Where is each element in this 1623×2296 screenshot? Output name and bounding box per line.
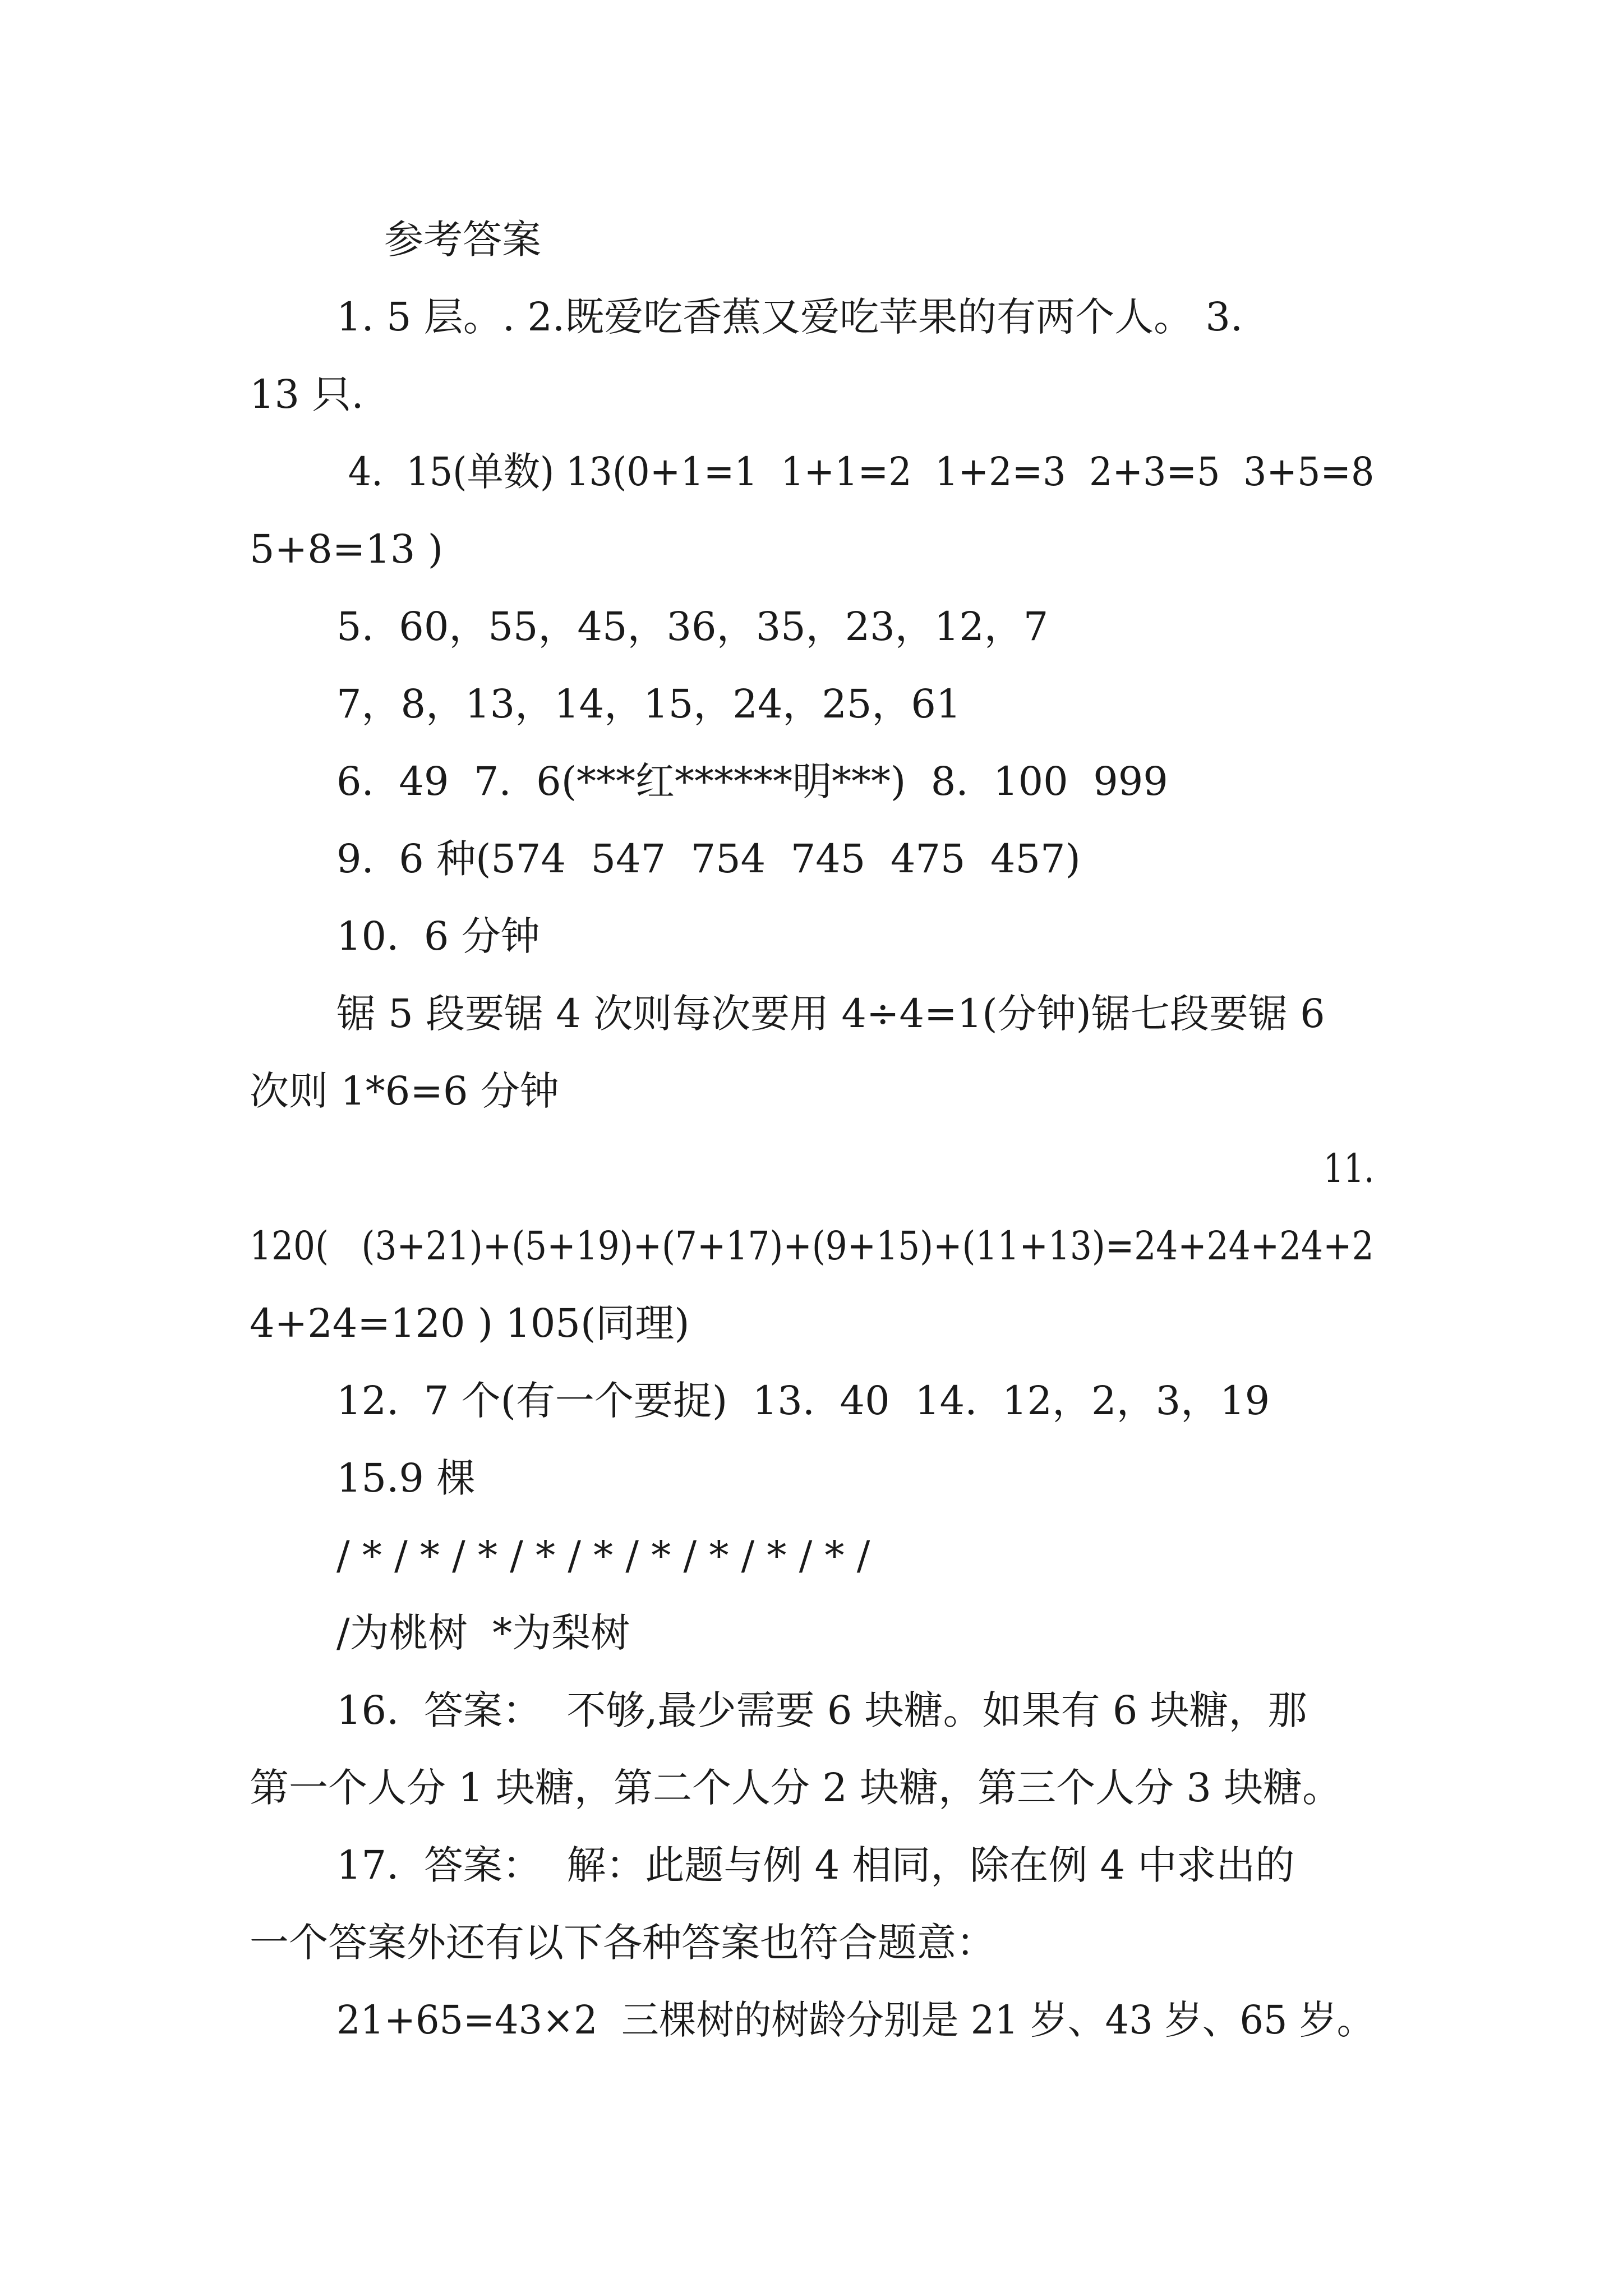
answer-line: 1. 5 层。. 2.既爱吃香蕉又爱吃苹果的有两个人。 3. xyxy=(336,294,1243,340)
answer-line: 16. 答案： 不够,最少需要 6 块糖。如果有 6 块糖，那 xyxy=(336,1687,1307,1733)
answer-line: 锯 5 段要锯 4 次则每次要用 4÷4=1(分钟)锯七段要锯 6 xyxy=(336,991,1325,1037)
answer-line: 次则 1*6=6 分钟 xyxy=(250,1068,559,1114)
answer-line: 7，8，13，14，15，24，25，61 xyxy=(336,681,961,727)
answer-line: 10. 6 分钟 xyxy=(336,913,540,959)
answer-line: 12. 7 个(有一个要捉) 13. 40 14. 12，2，3，19 xyxy=(336,1378,1270,1424)
answer-line: 13 只. xyxy=(250,371,364,417)
answer-line: /为桃树 *为梨树 xyxy=(336,1610,630,1656)
answer-line: 21+65=43×2 三棵树的树龄分别是 21 岁、43 岁、65 岁。 xyxy=(336,1997,1375,2043)
answer-line: 6. 49 7. 6(***红******明***) 8. 100 999 xyxy=(336,758,1168,804)
answer-line: 120( (3+21)+(5+19)+(7+17)+(9+15)+(11+13)=24+24+24+2 xyxy=(250,1223,1374,1269)
answer-line: 15.9 棵 xyxy=(336,1455,476,1501)
document-title: 参考答案 xyxy=(384,217,541,263)
answer-line: 17. 答案： 解：此题与例 4 相同，除在例 4 中求出的 xyxy=(336,1842,1295,1888)
answer-line: 5+8=13 ) xyxy=(250,526,444,572)
answer-line: 5. 60，55，45，36，35，23，12，7 xyxy=(336,604,1049,650)
answer-line: 第一个人分 1 块糖，第二个人分 2 块糖，第三个人分 3 块糖。 xyxy=(250,1765,1342,1811)
answer-line: / * / * / * / * / * / * / * / * / * / xyxy=(336,1533,870,1579)
answer-line: 4+24=120 ) 105(同理) xyxy=(250,1300,690,1346)
answer-line: 9. 6 种(574 547 754 745 475 457) xyxy=(336,836,1081,882)
answer-line: 11. xyxy=(1324,1145,1375,1191)
answer-line: 一个答案外还有以下各种答案也符合题意： xyxy=(250,1920,995,1966)
answer-line: 4. 15(单数) 13(0+1=1 1+1=2 1+2=3 2+3=5 3+5=8 xyxy=(336,449,1375,495)
